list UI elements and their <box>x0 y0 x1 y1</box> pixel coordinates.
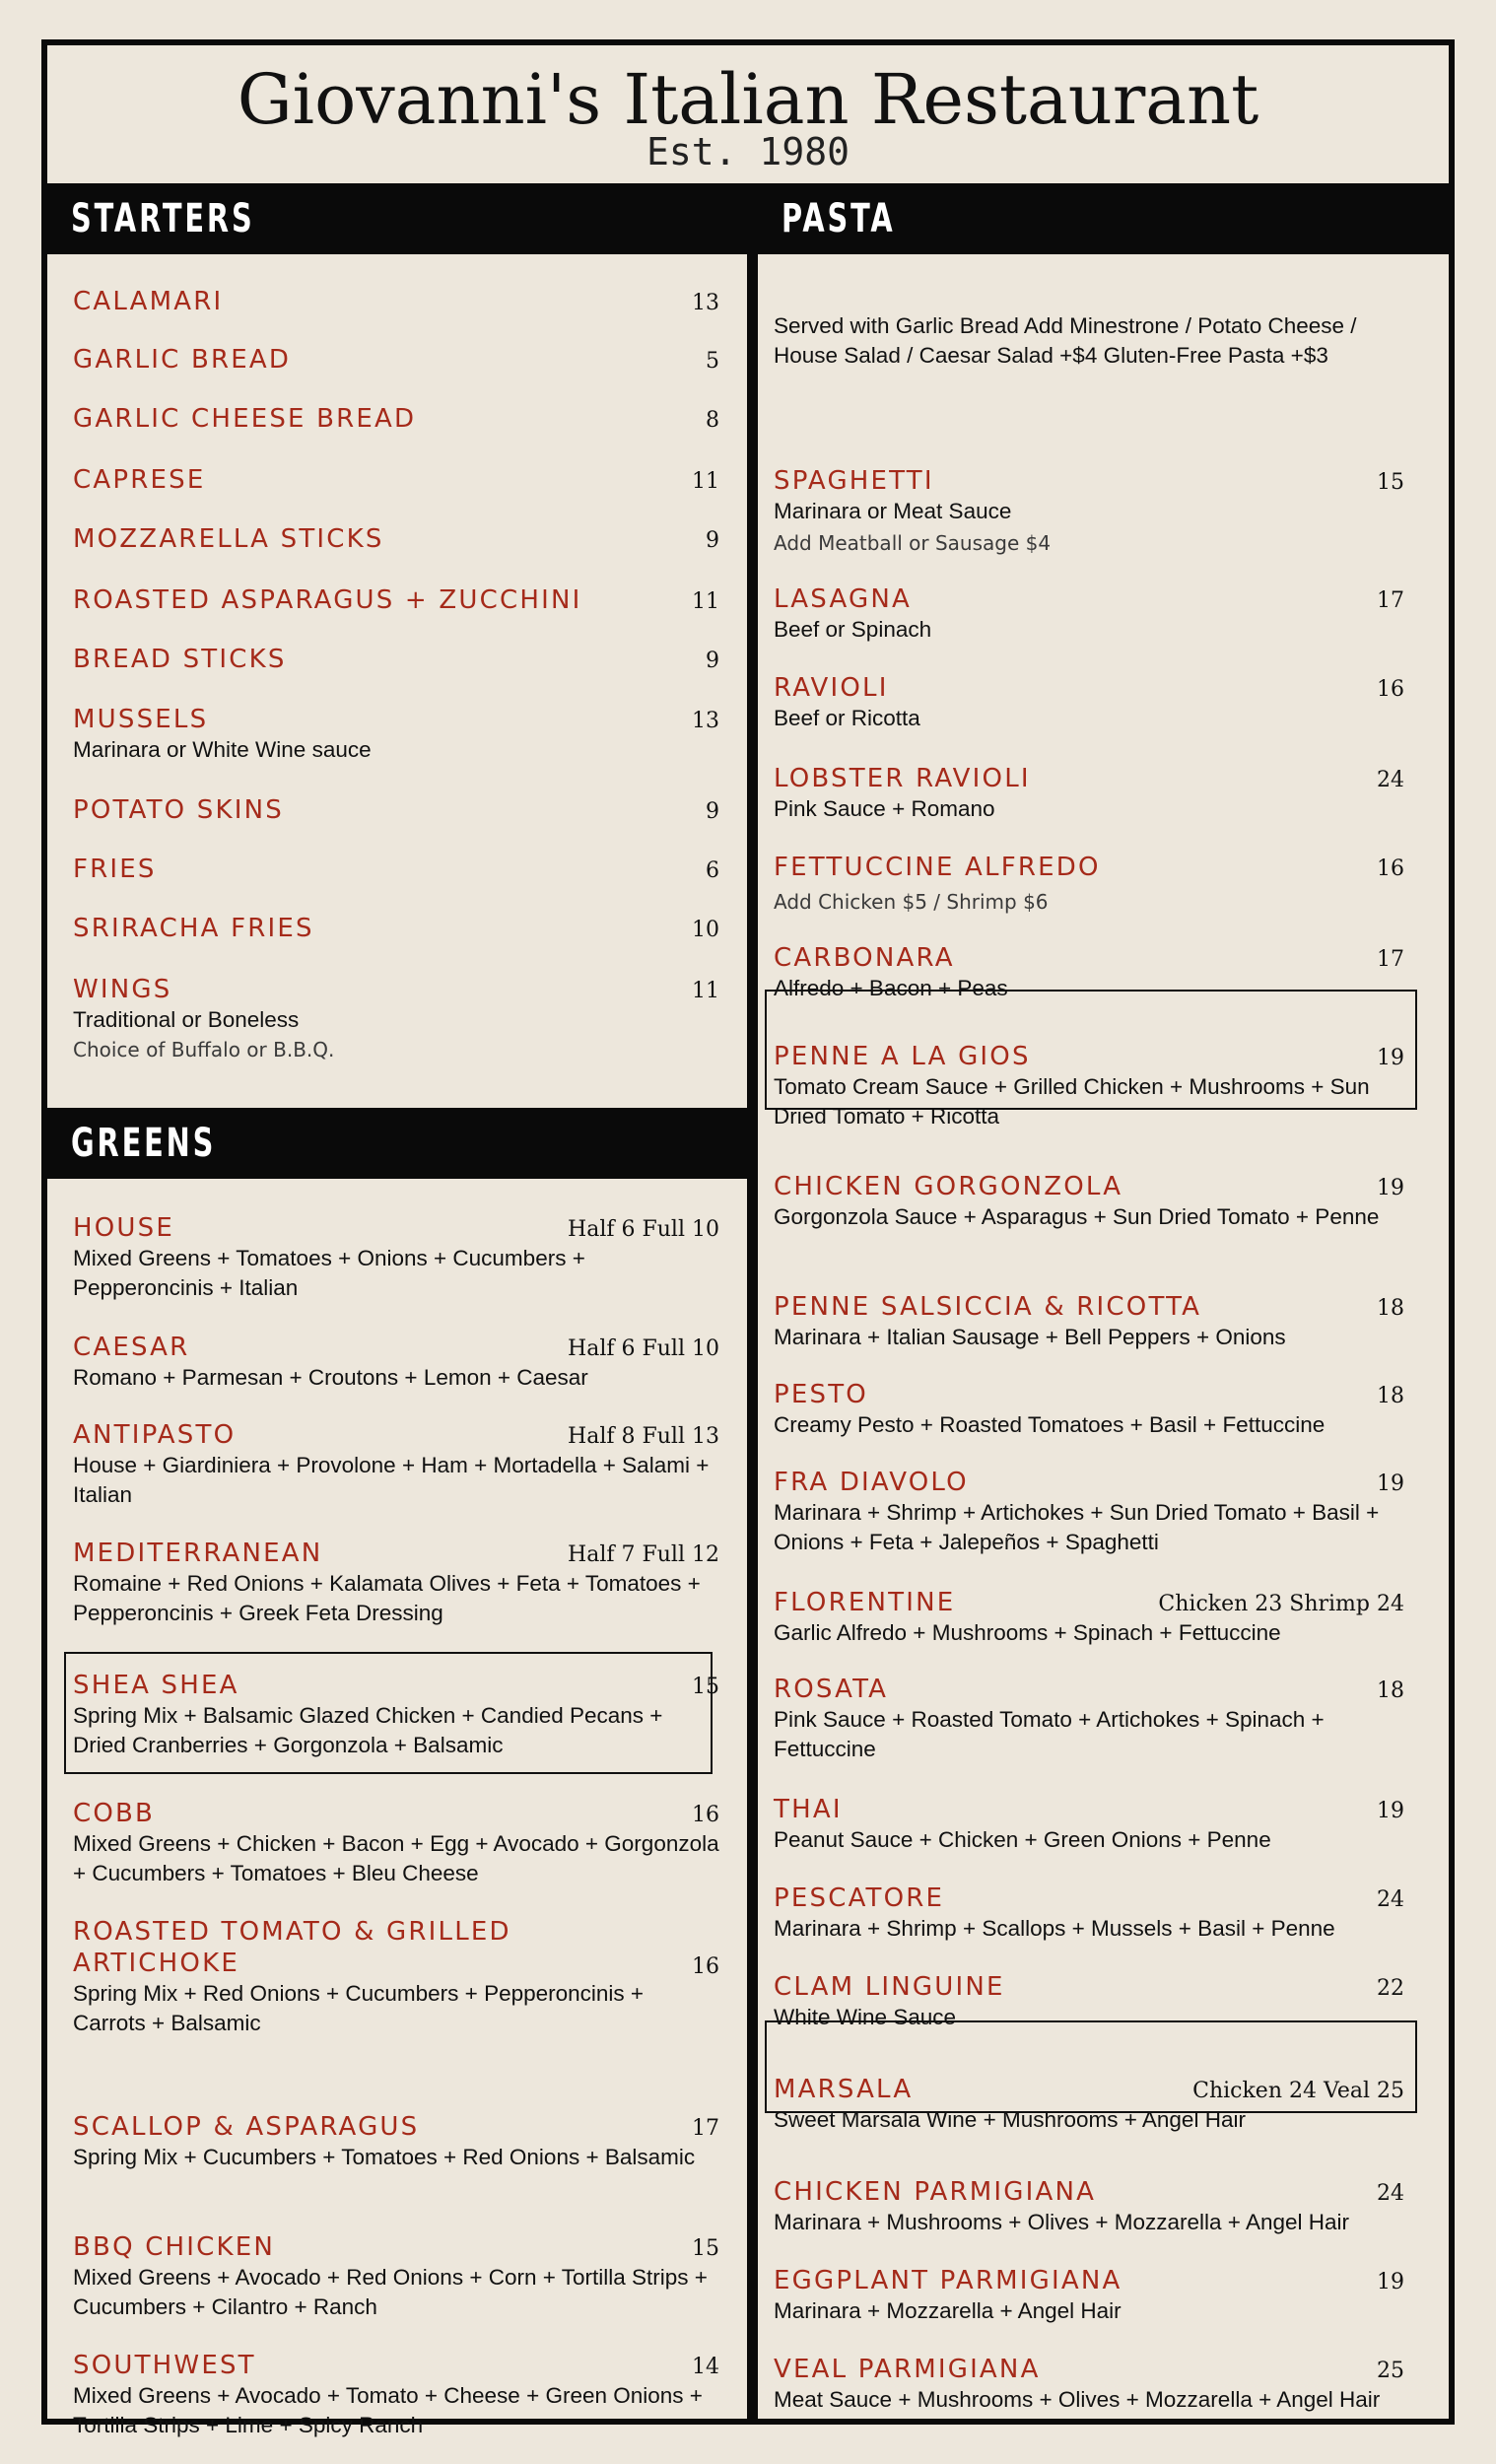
item-description: Marinara or White Wine sauce <box>73 737 372 762</box>
pasta-heading: PASTA <box>782 196 896 241</box>
item-name: SHEA SHEA <box>73 1671 239 1700</box>
menu-item <box>73 794 719 826</box>
item-description: Peanut Sauce + Chicken + Green Onions + Penne <box>774 1827 1271 1852</box>
item-name: LOBSTER RAVIOLI <box>774 764 1031 793</box>
menu-item <box>73 2111 719 2172</box>
menu-header <box>47 45 1449 183</box>
menu-item <box>774 2074 1404 2135</box>
item-name: CARBONARA <box>774 943 955 973</box>
item-price: 19 <box>1377 2270 1404 2294</box>
item-description: Spring Mix + Red Onions + Cucumbers + Pepperoncinis + Carrots + Balsamic <box>73 1981 645 2035</box>
menu-item <box>774 2354 1404 2415</box>
menu-item <box>774 942 1404 1003</box>
menu-item <box>774 2265 1404 2326</box>
item-note: Add Chicken $5 / Shrimp $6 <box>774 890 1049 914</box>
item-note: Add Meatball or Sausage $4 <box>774 531 1052 555</box>
item-name: CAPRESE <box>73 465 206 495</box>
item-price: 15 <box>692 1675 719 1699</box>
item-name: THAI <box>774 1795 843 1824</box>
item-price: 13 <box>692 709 719 733</box>
menu-item <box>73 1419 719 1510</box>
menu-item <box>774 672 1404 733</box>
item-name: EGGPLANT PARMIGIANA <box>774 2266 1122 2295</box>
item-name: CHICKEN GORGONZOLA <box>774 1172 1123 1201</box>
item-description: Pink Sauce + Roasted Tomato + Artichokes + Spinach + Fettuccine <box>774 1707 1325 1761</box>
menu-item <box>774 1291 1404 1352</box>
item-name: LASAGNA <box>774 584 912 614</box>
item-price: 17 <box>1377 588 1404 613</box>
item-description: Meat Sauce + Mushrooms + Olives + Mozzarella + Angel Hair <box>774 2387 1381 2412</box>
item-name: MARSALA <box>774 2075 914 2104</box>
item-price: Half 8 Full 13 <box>568 1424 719 1449</box>
item-price: 19 <box>1377 1176 1404 1200</box>
item-name: GARLIC BREAD <box>73 345 292 375</box>
item-price: Chicken 23 Shrimp 24 <box>1158 1592 1404 1616</box>
item-description: Sweet Marsala Wine + Mushrooms + Angel Hair <box>774 2107 1246 2132</box>
item-name: SOUTHWEST <box>73 2351 256 2380</box>
menu-item <box>774 583 1404 645</box>
column-divider <box>747 183 758 2419</box>
item-price: 17 <box>1377 947 1404 972</box>
item-name: PENNE SALSICCIA & RICOTTA <box>774 1292 1202 1322</box>
menu-item <box>73 1670 719 1760</box>
item-price: 18 <box>1377 1384 1404 1408</box>
item-name: POTATO SKINS <box>73 795 284 825</box>
item-name: ROASTED ASPARAGUS + ZUCCHINI <box>73 585 582 615</box>
menu-item <box>73 1538 719 1628</box>
item-price: 17 <box>692 2116 719 2141</box>
item-price: 15 <box>1377 470 1404 495</box>
greens-heading: GREENS <box>71 1121 217 1166</box>
item-description: Mixed Greens + Tomatoes + Onions + Cucumbers + Pepperoncinis + Italian <box>73 1246 585 1300</box>
menu-page <box>41 39 1455 2437</box>
item-price: 18 <box>1377 1678 1404 1703</box>
menu-item <box>774 763 1404 824</box>
menu-item <box>774 1794 1404 1855</box>
item-description: Marinara + Shrimp + Artichokes + Sun Dried Tomato + Basil + Onions + Feta + Jalepeños + Spaghetti <box>774 1500 1380 1554</box>
item-name: BBQ CHICKEN <box>73 2232 276 2262</box>
menu-item <box>774 1971 1404 2032</box>
item-name: FETTUCCINE ALFREDO <box>774 853 1101 882</box>
menu-item <box>774 1041 1404 1131</box>
item-name: ROSATA <box>774 1675 889 1704</box>
menu-item <box>73 286 719 317</box>
item-price: 6 <box>706 858 719 883</box>
menu-item <box>73 913 719 944</box>
item-description: Romano + Parmesan + Croutons + Lemon + Caesar <box>73 1365 588 1390</box>
item-price: 19 <box>1377 1799 1404 1823</box>
item-description: White Wine Sauce <box>774 2005 957 2029</box>
item-name: VEAL PARMIGIANA <box>774 2355 1041 2384</box>
item-name: ROASTED TOMATO & GRILLED ARTICHOKE <box>73 1917 511 1978</box>
item-name: PESTO <box>774 1380 868 1409</box>
item-price: 13 <box>692 291 719 315</box>
item-name: CAESAR <box>73 1333 190 1362</box>
menu-item <box>73 464 719 496</box>
menu-item <box>774 1882 1404 1944</box>
item-price: 11 <box>692 979 719 1003</box>
menu-item <box>774 1379 1404 1440</box>
pasta-heading-wrap <box>758 183 1449 254</box>
item-description: House + Giardiniera + Provolone + Ham + Mortadella + Salami + Italian <box>73 1453 710 1507</box>
starters-heading: STARTERS <box>71 196 255 241</box>
item-name: FRIES <box>73 855 157 884</box>
item-price: 16 <box>1377 677 1404 702</box>
item-name: FRA DIAVOLO <box>774 1468 969 1497</box>
menu-item <box>73 854 719 885</box>
item-price: 5 <box>706 349 719 374</box>
item-description: Marinara + Shrimp + Scallops + Mussels + Basil + Penne <box>774 1916 1335 1941</box>
menu-item <box>774 1467 1404 1557</box>
item-price: 24 <box>1377 1887 1404 1912</box>
greens-section-bar <box>47 1108 747 1179</box>
item-name: GARLIC CHEESE BREAD <box>73 404 417 434</box>
item-note: Choice of Buffalo or B.B.Q. <box>73 1038 335 1061</box>
item-description: Mixed Greens + Avocado + Tomato + Cheese + Green Onions + Tortilla Strips + Lime + Spicy Ranch <box>73 2383 703 2437</box>
item-description: Marinara + Italian Sausage + Bell Peppers + Onions <box>774 1325 1286 1349</box>
item-price: 24 <box>1377 2181 1404 2206</box>
item-description: Garlic Alfredo + Mushrooms + Spinach + Fettuccine <box>774 1620 1281 1645</box>
item-price: 25 <box>1377 2359 1404 2383</box>
menu-item <box>73 644 719 675</box>
item-name: SCALLOP & ASPARAGUS <box>73 2112 420 2142</box>
item-price: 24 <box>1377 768 1404 792</box>
item-name: CLAM LINGUINE <box>774 1972 1005 2002</box>
item-description: Alfredo + Bacon + Peas <box>774 976 1008 1000</box>
item-price: 18 <box>1377 1296 1404 1321</box>
item-name: SPAGHETTI <box>774 466 934 496</box>
menu-item <box>73 704 719 765</box>
item-name: FLORENTINE <box>774 1588 956 1617</box>
item-name: RAVIOLI <box>774 673 889 703</box>
item-name: PENNE A LA GIOS <box>774 1042 1031 1071</box>
item-description: Tomato Cream Sauce + Grilled Chicken + Mushrooms + Sun Dried Tomato + Ricotta <box>774 1074 1370 1129</box>
item-price: 14 <box>692 2355 719 2379</box>
item-name: COBB <box>73 1799 156 1828</box>
item-description: Spring Mix + Balsamic Glazed Chicken + Candied Pecans + Dried Cranberries + Gorgonzola + Balsamic <box>73 1703 663 1757</box>
menu-item <box>73 2231 719 2322</box>
item-price: 9 <box>706 799 719 824</box>
menu-item <box>73 1332 719 1393</box>
item-price: 16 <box>692 1803 719 1827</box>
item-description: Traditional or Boneless <box>73 1007 300 1032</box>
item-price: Half 7 Full 12 <box>568 1542 719 1567</box>
menu-item <box>73 1212 719 1303</box>
item-price: 11 <box>692 589 719 614</box>
item-price: Half 6 Full 10 <box>568 1217 719 1242</box>
item-name: CALAMARI <box>73 287 224 316</box>
item-name: HOUSE <box>73 1213 174 1243</box>
item-price: 19 <box>1377 1046 1404 1070</box>
menu-item <box>73 403 719 435</box>
item-name: WINGS <box>73 975 172 1004</box>
item-price: 16 <box>1377 856 1404 881</box>
item-name: SRIRACHA FRIES <box>73 914 314 943</box>
item-description: Gorgonzola Sauce + Asparagus + Sun Dried Tomato + Penne <box>774 1204 1380 1229</box>
item-description: Marinara + Mozzarella + Angel Hair <box>774 2298 1122 2323</box>
menu-item <box>774 1587 1404 1648</box>
item-name: PESCATORE <box>774 1883 945 1913</box>
item-name: BREAD STICKS <box>73 645 287 674</box>
menu-item <box>73 344 719 376</box>
item-price: 22 <box>1377 1976 1404 2001</box>
item-price: 15 <box>692 2236 719 2261</box>
menu-item <box>774 852 1404 917</box>
menu-item <box>774 465 1404 558</box>
menu-item <box>774 1674 1404 1764</box>
item-description: Beef or Spinach <box>774 617 932 642</box>
menu-item <box>73 1916 719 2038</box>
item-description: Marinara + Mushrooms + Olives + Mozzarella + Angel Hair <box>774 2210 1349 2234</box>
restaurant-name: Giovanni's Italian Restaurant <box>237 59 1259 140</box>
menu-item <box>774 1171 1404 1232</box>
menu-item <box>73 1798 719 1888</box>
item-description: Creamy Pesto + Roasted Tomatoes + Basil + Fettuccine <box>774 1412 1326 1437</box>
item-price: 16 <box>692 1954 719 1979</box>
item-name: ANTIPASTO <box>73 1420 237 1450</box>
item-description: Pink Sauce + Romano <box>774 796 995 821</box>
item-price: 9 <box>706 528 719 553</box>
item-price: Half 6 Full 10 <box>568 1336 719 1361</box>
item-description: Romaine + Red Onions + Kalamata Olives + Feta + Tomatoes + Pepperoncinis + Greek Feta Dressing <box>73 1571 701 1625</box>
menu-item <box>73 584 719 616</box>
menu-item <box>774 2176 1404 2237</box>
item-price: 9 <box>706 649 719 673</box>
item-price: 11 <box>692 469 719 494</box>
item-description: Mixed Greens + Chicken + Bacon + Egg + Avocado + Gorgonzola + Cucumbers + Tomatoes + Bleu Cheese <box>73 1831 719 1885</box>
item-price: 19 <box>1377 1472 1404 1496</box>
item-description: Beef or Ricotta <box>774 706 920 730</box>
item-description: Marinara or Meat Sauce <box>774 499 1012 523</box>
item-description: Spring Mix + Cucumbers + Tomatoes + Red Onions + Balsamic <box>73 2145 696 2169</box>
item-price: 8 <box>706 408 719 433</box>
item-name: MUSSELS <box>73 705 209 734</box>
item-price: 10 <box>692 918 719 942</box>
menu-item <box>73 974 719 1064</box>
pasta-intro: Served with Garlic Bread Add Minestrone / Potato Cheese / House Salad / Caesar Salad +$4 Gluten-Free Pasta +$3 <box>774 313 1357 368</box>
menu-item <box>73 2350 719 2440</box>
menu-item <box>73 523 719 555</box>
item-name: CHICKEN PARMIGIANA <box>774 2177 1097 2207</box>
established-year: Est. 1980 <box>646 130 850 173</box>
item-name: MOZZARELLA STICKS <box>73 524 384 554</box>
item-price: Chicken 24 Veal 25 <box>1192 2079 1404 2103</box>
item-name: MEDITERRANEAN <box>73 1539 323 1568</box>
item-description: Mixed Greens + Avocado + Red Onions + Corn + Tortilla Strips + Cucumbers + Cilantro + Ranch <box>73 2265 708 2319</box>
